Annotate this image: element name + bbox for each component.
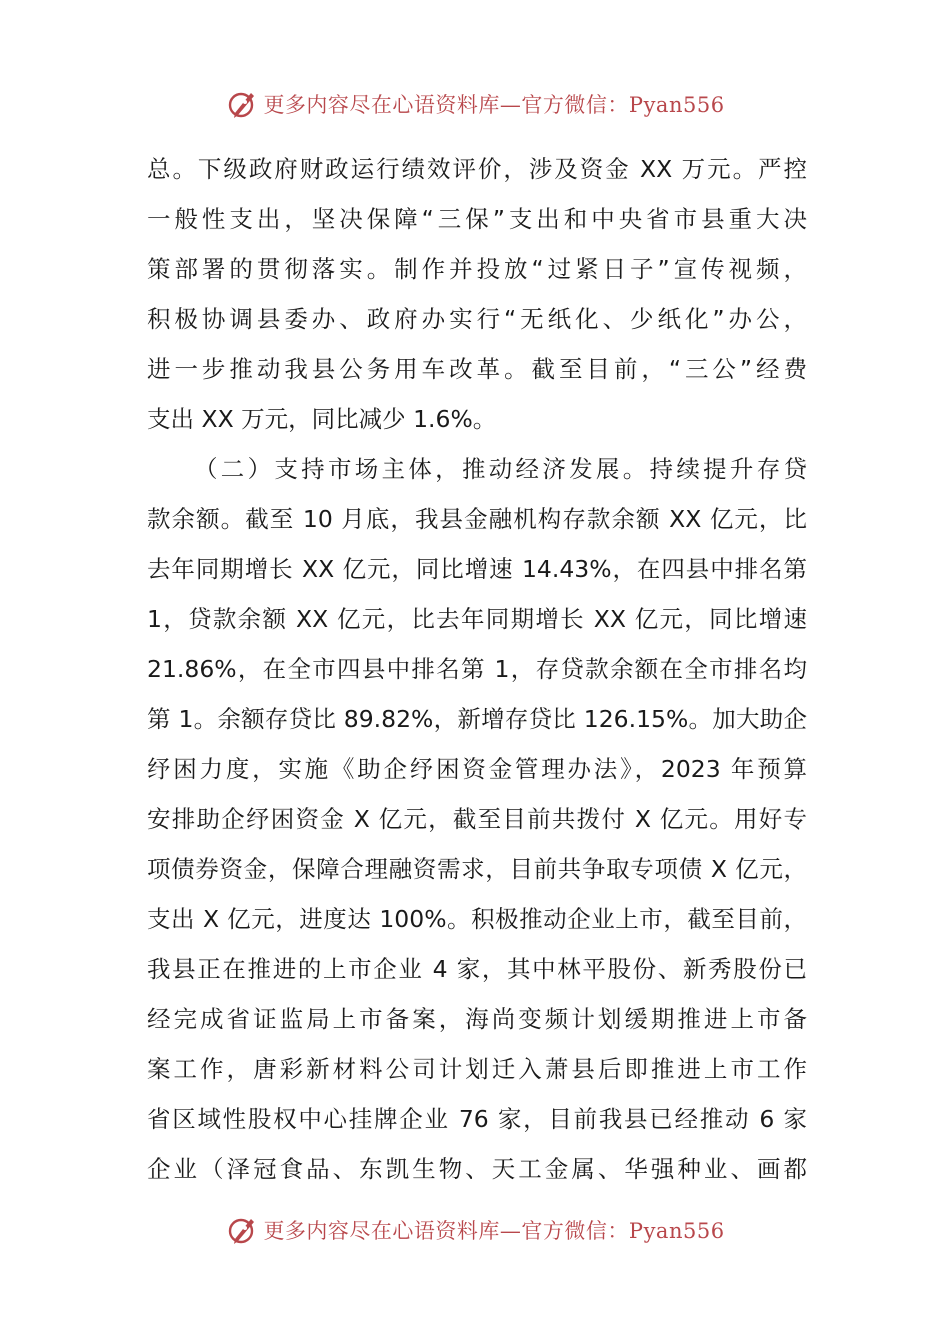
watermark-footer [0,1210,950,1250]
text-line: （二）支持市场主体，推动经济发展。持续提升存贷 [194,455,807,483]
text-line: 积极协调县委办、政府办实行“无纸化、少纸化”办公， [147,305,807,333]
paragraph-1 [147,144,807,444]
watermark-text: 更多内容尽在心语资料库—官方微信：Pyan556 [263,1219,725,1243]
text-line: 支出 XX 万元，同比减少 1.6%。 [147,405,497,433]
text-line: 策部署的贯彻落实。制作并投放“过紧日子”宣传视频， [147,255,807,283]
text-line: 1，贷款余额 XX 亿元，比去年同期增长 XX 亿元，同比增速 [147,605,807,633]
document-body [147,144,807,1194]
text-line: 第 1。余额存贷比 89.82%，新增存贷比 126.15%。加大助企 [147,705,807,733]
pen-circle-logo-icon [225,1213,259,1247]
text-line: 经完成省证监局上市备案，海尚变频计划缓期推进上市备 [147,1005,807,1033]
text-line: 一般性支出，坚决保障“三保”支出和中央省市县重大决 [147,205,807,233]
text-line: 项债券资金，保障合理融资需求，目前共争取专项债 X 亿元， [147,855,807,883]
text-line: 安排助企纾困资金 X 亿元，截至目前共拨付 X 亿元。用好专 [147,805,807,833]
text-line: 去年同期增长 XX 亿元，同比增速 14.43%，在四县中排名第 [147,555,807,583]
watermark-text: 更多内容尽在心语资料库—官方微信：Pyan556 [263,93,725,117]
text-line: 企业（泽冠食品、东凯生物、天工金属、华强种业、画都 [147,1155,807,1183]
text-line: 总。下级政府财政运行绩效评价，涉及资金 XX 万元。严控 [147,155,807,183]
text-line: 支出 X 亿元，进度达 100%。积极推动企业上市，截至目前， [147,905,807,933]
text-line: 纾困力度，实施《助企纾困资金管理办法》，2023 年预算 [147,755,807,783]
pen-circle-logo-icon [225,87,259,121]
text-line: 进一步推动我县公务用车改革。截至目前，“三公”经费 [147,355,807,383]
text-line: 省区域性股权中心挂牌企业 76 家，目前我县已经推动 6 家 [147,1105,807,1133]
paragraph-2 [147,444,807,1194]
watermark-header [0,84,950,124]
text-line: 案工作，唐彩新材料公司计划迁入萧县后即推进上市工作 [147,1055,807,1083]
text-line: 21.86%，在全市四县中排名第 1，存贷款余额在全市排名均 [147,655,807,683]
text-line: 我县正在推进的上市企业 4 家，其中林平股份、新秀股份已 [147,955,807,983]
text-line: 款余额。截至 10 月底，我县金融机构存款余额 XX 亿元，比 [147,505,807,533]
